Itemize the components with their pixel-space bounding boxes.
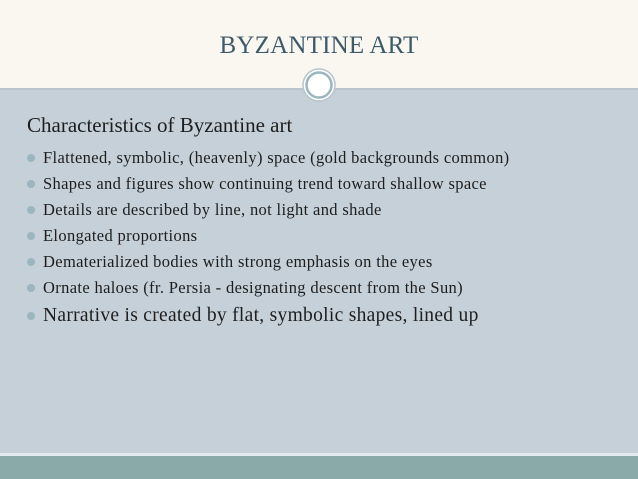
bullet-text: Elongated proportions	[43, 226, 198, 245]
bullet-text: Shapes and figures show continuing trend toward shallow space	[43, 174, 487, 193]
bullet-dot-icon	[27, 206, 35, 214]
bullet-item	[27, 148, 617, 168]
bullet-item	[27, 174, 617, 194]
bullet-dot-icon	[27, 258, 35, 266]
bullet-text: Dematerialized bodies with strong emphasis on the eyes	[43, 252, 433, 271]
bullet-text: Narrative is created by flat, symbolic shapes, lined up	[43, 305, 479, 326]
bullet-dot-icon	[27, 284, 35, 292]
bullet-list	[27, 148, 617, 334]
bullet-text: Details are described by line, not light and shade	[43, 200, 382, 219]
circle-ornament-icon	[302, 68, 336, 102]
bullet-dot-icon	[27, 232, 35, 240]
slide-title: BYZANTINE ART	[219, 32, 419, 59]
footer-band	[0, 456, 638, 479]
bullet-dot-icon	[27, 154, 35, 162]
bullet-text: Flattened, symbolic, (heavenly) space (gold backgrounds common)	[43, 148, 510, 167]
bullet-text: Ornate haloes (fr. Persia - designating descent from the Sun)	[43, 278, 463, 297]
bullet-dot-icon	[27, 180, 35, 188]
subheading: Characteristics of Byzantine art	[27, 113, 293, 137]
bullet-item	[27, 278, 617, 298]
bullet-dot-icon	[27, 312, 35, 320]
bullet-item	[27, 252, 617, 272]
bullet-item	[27, 200, 617, 220]
bullet-item	[27, 226, 617, 246]
bullet-item	[27, 304, 617, 328]
